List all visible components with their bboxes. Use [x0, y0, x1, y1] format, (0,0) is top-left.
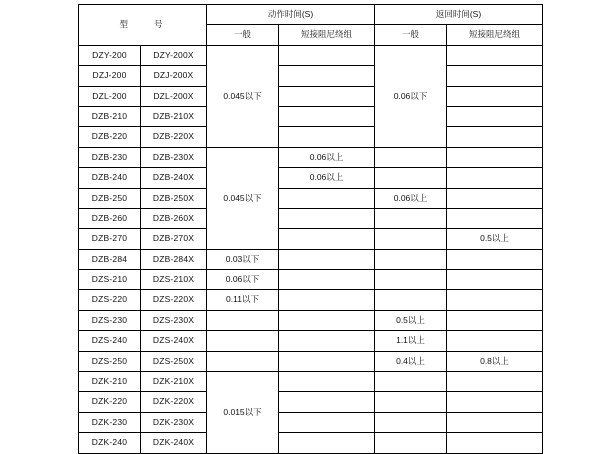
cell-return-shorted: [447, 45, 543, 65]
table-body: [79, 45, 543, 453]
table-row: [79, 372, 543, 392]
cell-model-b: DZK-230X: [141, 412, 207, 432]
cell-model-a: DZL-200: [79, 86, 141, 106]
cell-model-b: DZY-200X: [141, 45, 207, 65]
cell-model-b: DZL-200X: [141, 86, 207, 106]
cell-action-shorted: [279, 270, 375, 290]
header-row-group: [79, 5, 543, 25]
cell-return-general: 0.06以上: [375, 188, 447, 208]
cell-model-b: DZB-284X: [141, 249, 207, 269]
cell-model-a: DZB-230: [79, 147, 141, 167]
cell-model-a: DZB-260: [79, 208, 141, 228]
table-row: [79, 392, 543, 412]
cell-return-shorted: [447, 127, 543, 147]
table-row: [79, 249, 543, 269]
cell-model-b: DZB-270X: [141, 229, 207, 249]
cell-model-a: DZB-250: [79, 188, 141, 208]
cell-action-general: 0.045以下: [207, 45, 279, 147]
cell-model-b: DZS-240X: [141, 331, 207, 351]
cell-return-shorted: 0.5以上: [447, 229, 543, 249]
cell-model-b: DZB-230X: [141, 147, 207, 167]
table-row: [79, 290, 543, 310]
cell-return-general: [375, 147, 447, 167]
header-return-general: 一般: [375, 25, 447, 45]
cell-action-shorted: [279, 310, 375, 330]
cell-return-general: [375, 290, 447, 310]
cell-model-a: DZB-210: [79, 106, 141, 126]
cell-return-shorted: [447, 433, 543, 453]
cell-model-a: DZB-240: [79, 168, 141, 188]
cell-return-general: [375, 229, 447, 249]
cell-return-shorted: [447, 270, 543, 290]
cell-return-general: [375, 412, 447, 432]
cell-action-shorted: [279, 86, 375, 106]
cell-model-a: DZS-250: [79, 351, 141, 371]
cell-model-b: DZK-220X: [141, 392, 207, 412]
cell-action-shorted: [279, 45, 375, 65]
table-row: [79, 86, 543, 106]
cell-return-general: [375, 168, 447, 188]
cell-return-shorted: [447, 331, 543, 351]
cell-return-general: [375, 392, 447, 412]
table-header: [79, 5, 543, 46]
cell-return-general: 0.5以上: [375, 310, 447, 330]
cell-action-general: 0.11以下: [207, 290, 279, 310]
cell-action-shorted: [279, 229, 375, 249]
cell-action-shorted: [279, 208, 375, 228]
cell-return-general: 1.1以上: [375, 331, 447, 351]
table-row: [79, 208, 543, 228]
table-row: [79, 331, 543, 351]
table-row: [79, 351, 543, 371]
cell-model-b: DZB-260X: [141, 208, 207, 228]
cell-return-general: [375, 433, 447, 453]
cell-action-general: [207, 351, 279, 371]
cell-return-general: 0.4以上: [375, 351, 447, 371]
cell-action-shorted: [279, 392, 375, 412]
cell-model-b: DZS-230X: [141, 310, 207, 330]
cell-model-b: DZJ-200X: [141, 66, 207, 86]
table-row: [79, 310, 543, 330]
cell-action-shorted: [279, 127, 375, 147]
cell-model-b: DZB-240X: [141, 168, 207, 188]
cell-return-general: [375, 208, 447, 228]
cell-model-a: DZS-220: [79, 290, 141, 310]
cell-model-b: DZK-210X: [141, 372, 207, 392]
cell-model-a: DZS-240: [79, 331, 141, 351]
cell-return-shorted: [447, 392, 543, 412]
table-row: [79, 188, 543, 208]
cell-action-general: 0.045以下: [207, 147, 279, 249]
cell-action-shorted: [279, 351, 375, 371]
cell-action-general: 0.06以下: [207, 270, 279, 290]
cell-model-a: DZS-230: [79, 310, 141, 330]
cell-return-shorted: [447, 147, 543, 167]
cell-model-a: DZK-210: [79, 372, 141, 392]
header-type: 型 号: [79, 5, 207, 46]
header-action-time: 动作时间(S): [207, 5, 375, 25]
cell-model-b: DZS-250X: [141, 351, 207, 371]
table-row: [79, 433, 543, 453]
table-row: [79, 127, 543, 147]
cell-model-b: DZB-220X: [141, 127, 207, 147]
cell-return-general: 0.06以下: [375, 45, 447, 147]
cell-model-a: DZK-240: [79, 433, 141, 453]
cell-model-a: DZS-210: [79, 270, 141, 290]
cell-model-b: DZB-250X: [141, 188, 207, 208]
header-action-general: 一般: [207, 25, 279, 45]
table-row: [79, 270, 543, 290]
cell-action-shorted: 0.06以上: [279, 168, 375, 188]
table-row: [79, 229, 543, 249]
cell-model-a: DZJ-200: [79, 66, 141, 86]
cell-return-shorted: [447, 86, 543, 106]
cell-action-shorted: [279, 372, 375, 392]
cell-action-shorted: [279, 331, 375, 351]
cell-model-a: DZY-200: [79, 45, 141, 65]
cell-model-b: DZB-210X: [141, 106, 207, 126]
header-return-time: 返回时间(S): [375, 5, 543, 25]
cell-model-b: DZS-210X: [141, 270, 207, 290]
cell-action-shorted: [279, 66, 375, 86]
table-row: [79, 106, 543, 126]
cell-return-shorted: [447, 372, 543, 392]
cell-action-shorted: [279, 188, 375, 208]
cell-model-b: DZK-240X: [141, 433, 207, 453]
cell-return-shorted: [447, 66, 543, 86]
table-row: [79, 45, 543, 65]
cell-return-shorted: [447, 290, 543, 310]
cell-return-general: [375, 249, 447, 269]
cell-return-shorted: [447, 106, 543, 126]
cell-model-a: DZB-220: [79, 127, 141, 147]
cell-return-shorted: [447, 168, 543, 188]
cell-model-a: DZB-270: [79, 229, 141, 249]
cell-action-shorted: [279, 249, 375, 269]
cell-return-shorted: [447, 310, 543, 330]
cell-action-general: [207, 310, 279, 330]
table-row: [79, 412, 543, 432]
cell-action-shorted: [279, 290, 375, 310]
cell-action-shorted: [279, 433, 375, 453]
table-row: [79, 168, 543, 188]
cell-action-shorted: [279, 412, 375, 432]
cell-model-a: DZK-220: [79, 392, 141, 412]
cell-action-shorted: 0.06以上: [279, 147, 375, 167]
cell-model-b: DZS-220X: [141, 290, 207, 310]
cell-return-general: [375, 372, 447, 392]
cell-action-general: [207, 331, 279, 351]
header-return-shorted: 短接阻尼绕组: [447, 25, 543, 45]
header-action-shorted: 短接阻尼绕组: [279, 25, 375, 45]
table-row: [79, 147, 543, 167]
specification-table: [78, 4, 543, 454]
cell-action-general: 0.015以下: [207, 372, 279, 454]
cell-return-shorted: [447, 249, 543, 269]
cell-return-shorted: [447, 412, 543, 432]
cell-return-general: [375, 270, 447, 290]
cell-model-a: DZK-230: [79, 412, 141, 432]
cell-action-shorted: [279, 106, 375, 126]
cell-action-general: 0.03以下: [207, 249, 279, 269]
cell-return-shorted: [447, 188, 543, 208]
cell-return-shorted: 0.8以上: [447, 351, 543, 371]
cell-return-shorted: [447, 208, 543, 228]
table-row: [79, 66, 543, 86]
cell-model-a: DZB-284: [79, 249, 141, 269]
